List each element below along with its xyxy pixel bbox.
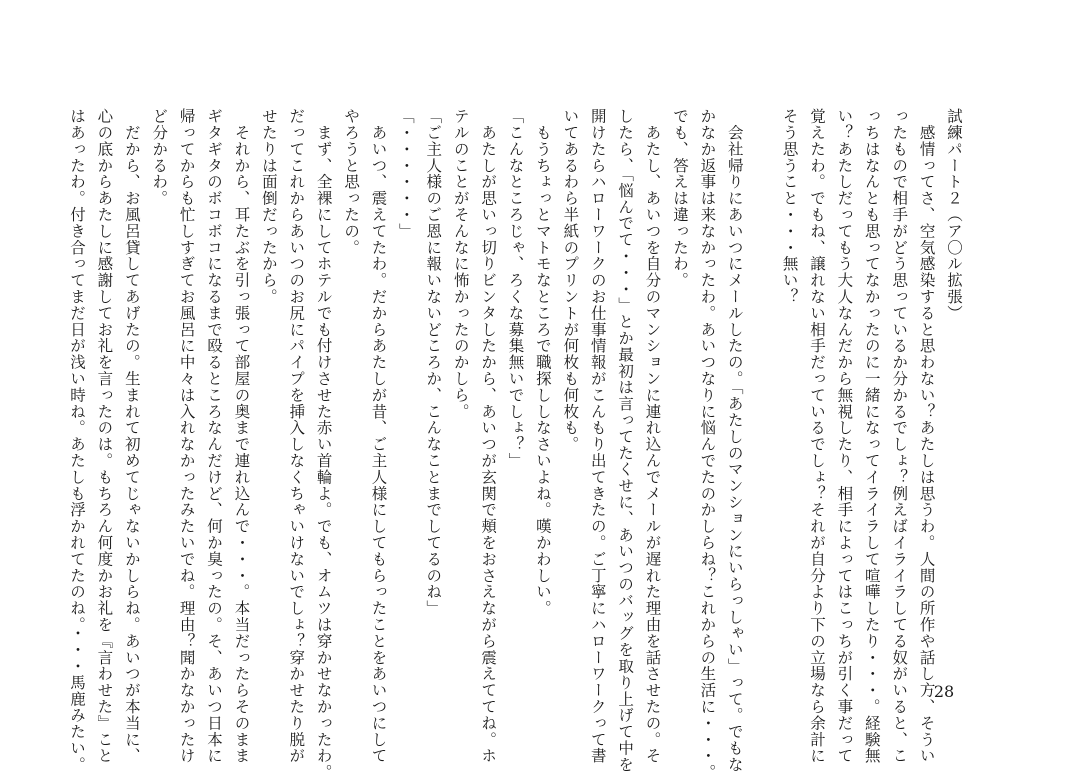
text-line: もうちょっとマトモなところで職探ししなさいよね。嘆かわしい。 [533,108,552,617]
text-line: あいつ、震えてたわ。だからあたしが昔、ご主人様にしてもらったことをあいつにして [369,108,388,764]
text-line: 心の底からあたしに感謝してお礼を言ったのは。もちろん何度かお礼を『言わせた』こと [95,108,114,764]
text-line: せたりは面倒だったから。 [259,108,278,305]
text-line: でも、答えは違ったわ。 [670,108,689,289]
text-line: 「ご主人様のご恩に報いないどころか、こんなことまでしてるのね」 [424,108,443,617]
text-line: あたし、あいつを自分のマンションに連れ込んでメールが遅れた理由を話させたの。そ [643,108,662,764]
text-line: 覚えたわ。でもね、譲れない相手だっているでしょ？それが自分より下の立場なら余計に [807,108,826,764]
text-line: ど分かるわ。 [150,108,169,207]
text-line: ったもので相手がどう思っているか分かるでしょ？例えばイライラしてる奴がいると、こ [890,108,909,764]
text-line: だから、お風呂貸してあげたの。生まれて初めてじゃないかしらね。あいつが本当に、 [122,108,141,764]
text-line: それから、耳たぶを引っ張って部屋の奥まで連れ込んで・・・。本当だったらそのまま [232,108,251,764]
text-line: っちはなんとも思ってなかったのに一緒になってイライラして喧嘩したり・・・。経験無 [862,108,881,764]
page-number: 28 [933,682,955,701]
text-line: まず、全裸にしてホテルでも付けさせた赤い首輪よ。でも、オムツは穿かせなかったわ。 [314,108,333,780]
vertical-text-body [68,108,967,780]
text-line: そう思うこと・・・無い？ [780,108,799,305]
text-line: い？あたしだってもう大人なんだから無視したり、相手によってはこっちが引く事だって [835,108,854,764]
text-line: やろうと思ったの。 [342,108,361,256]
text-line: だってこれからあいつのお尻にパイプを挿入しなくちゃいけないでしょ？穿かせたり脱が [287,108,306,764]
text-line: 「こんなところじゃ、ろくな募集無いでしょ？」 [506,108,525,469]
text-line: いてあるわら半紙のプリントが何枚も何枚も。 [561,108,580,453]
blank-line [748,108,775,708]
text-line: かなか返事は来なかったわ。あいつなりに悩んでたのかしらね？これからの生活に・・・。 [698,108,717,780]
text-line: あたしが思いっ切りビンタしたから、あいつが玄関で頬をおさえながら震えててね。ホ [479,108,498,764]
text-line: 開けたらハローワークのお仕事情報がこんもり出てきたの。ご丁寧にハローワークって書 [588,108,607,764]
section-title: 試練パート２（ア〇ル拡張） [945,108,963,322]
text-line: ギタギタのボコボコになるまで殴るところなんだけど、何か臭ったの。そ、あいつ日本に [205,108,224,764]
text-line: 感情ってさ、空気感染すると思わない？あたしは思うわ。人間の所作や話し方、そうい [917,108,936,764]
text-line: したら、「悩んでて・・・」とか最初は言ってたくせに、あいつのバッグを取り上げて中を [616,108,635,773]
text-line: はあったわ。付き合ってまだ日が浅い時ね。あたしも浮かれてたのね。・・・馬鹿みたい。 [68,108,86,773]
text-line: テルのことがそんなに怖かったのかしら。 [451,108,470,420]
text-line: 会社帰りにあいつにメールしたの。「あたしのマンションにいらっしゃい」って。でもな [725,108,744,773]
text-line: 「・・・・・・」 [396,108,415,240]
text-line: 帰ってからも忙しすぎてお風呂に中々は入れなかったみたいでね。理由？聞かなかったけ [177,108,196,764]
